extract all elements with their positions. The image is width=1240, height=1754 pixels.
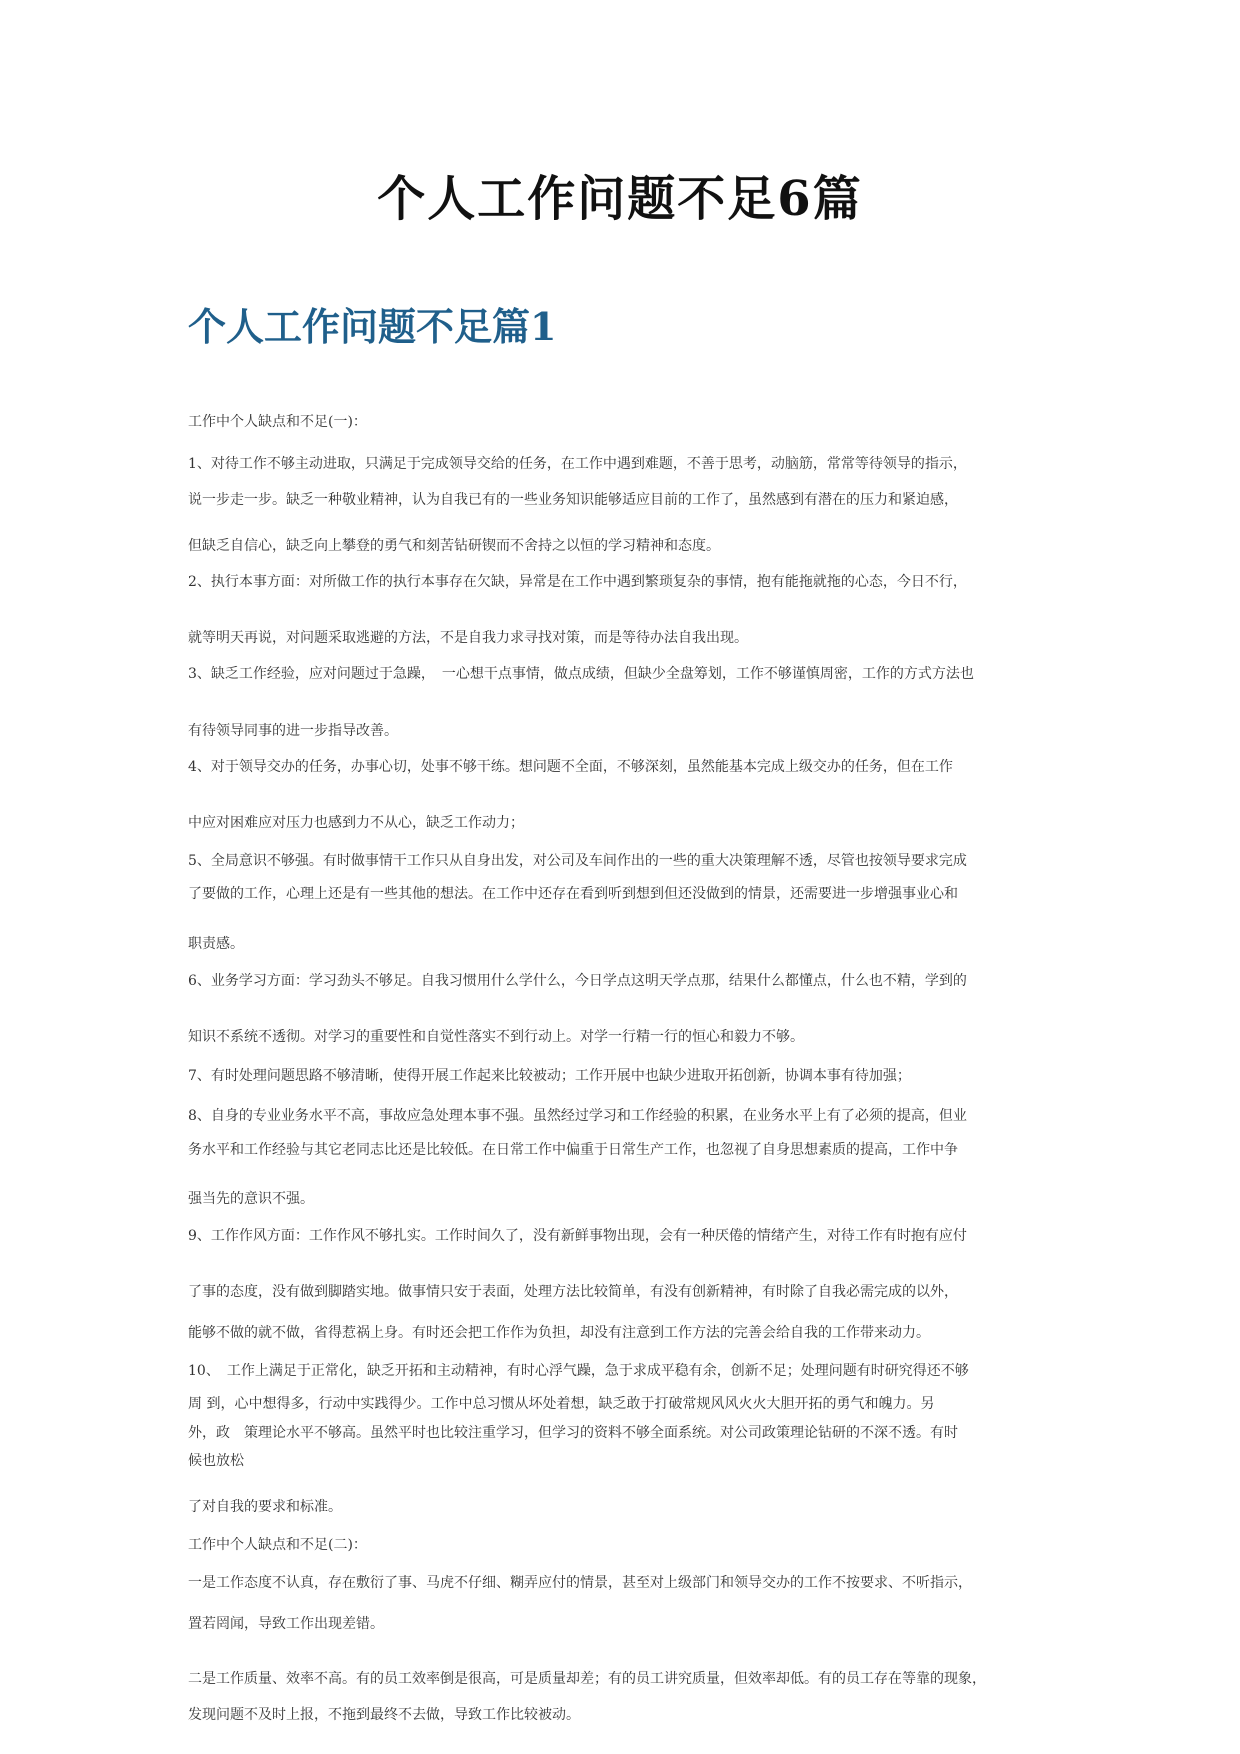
paragraph-line: 工作中个人缺点和不足(二)： [188,1537,367,1553]
paragraph-line: 3、缺乏工作经验，应对问题过于急躁， 一心想干点事情，做点成绩，但缺少全盘筹划，工作不够谨慎周密，工作的方式方法也 [188,666,974,682]
paragraph-line: 二是工作质量、效率不高。有的员工效率倒是很高，可是质量却差；有的员工讲究质量，但效率却低。有的员工存在等靠的现象， [188,1671,986,1687]
paragraph-line: 职责感。 [188,936,244,952]
paragraph-line: 发现问题不及时上报，不拖到最终不去做，导致工作比较被动。 [188,1707,580,1723]
paragraph-line: 10、 工作上满足于正常化，缺乏开拓和主动精神，有时心浮气躁，急于求成平稳有余，创新不足；处理问题有时研究得还不够 [188,1363,969,1379]
paragraph-line: 中应对困难应对压力也感到力不从心，缺乏工作动力； [188,815,524,831]
paragraph-line: 了要做的工作，心理上还是有一些其他的想法。在工作中还存在看到听到想到但还没做到的情景，还需要进一步增强事业心和 [188,886,958,902]
paragraph-line: 务水平和工作经验与其它老同志比还是比较低。在日常工作中偏重于日常生产工作，也忽视了自身思想素质的提高，工作中争 [188,1142,958,1158]
paragraph-line: 6、业务学习方面：学习劲头不够足。自我习惯用什么学什么，今日学点这明天学点那，结果什么都懂点，什么也不精，学到的 [188,973,967,989]
paragraph-line: 了事的态度，没有做到脚踏实地。做事情只安于表面，处理方法比较简单，有没有创新精神，有时除了自我必需完成的以外， [188,1284,958,1300]
paragraph-line: 就等明天再说，对问题采取逃避的方法，不是自我力求寻找对策，而是等待办法自我出现。 [188,630,748,646]
paragraph-line: 了对自我的要求和标准。 [188,1499,342,1515]
paragraph-line: 说一步走一步。缺乏一种敬业精神，认为自我已有的一些业务知识能够适应目前的工作了，虽然感到有潜在的压力和紧迫感， [188,492,958,508]
paragraph-line: 4、对于领导交办的任务，办事心切，处事不够干练。想问题不全面，不够深刻，虽然能基本完成上级交办的任务，但在工作 [188,759,953,775]
paragraph-line: 但缺乏自信心，缺乏向上攀登的勇气和刻苦钻研锲而不舍持之以恒的学习精神和态度。 [188,538,720,554]
paragraph-line: 有待领导同事的进一步指导改善。 [188,723,398,739]
section-title: 个人工作问题不足篇1 [188,304,557,349]
paragraph-line: 一是工作态度不认真，存在敷衍了事、马虎不仔细、糊弄应付的情景，甚至对上级部门和领导交办的工作不按要求、不听指示， [188,1575,972,1591]
paragraph-line: 1、对待工作不够主动进取，只满足于完成领导交给的任务，在工作中遇到难题，不善于思考，动脑筋，常常等待领导的指示， [188,456,967,472]
paragraph-line: 5、全局意识不够强。有时做事情干工作只从自身出发，对公司及车间作出的一些的重大决策理解不透，尽管也按领导要求完成 [188,853,967,869]
paragraph-line: 知识不系统不透彻。对学习的重要性和自觉性落实不到行动上。对学一行精一行的恒心和毅力不够。 [188,1029,804,1045]
paragraph-line: 置若罔闻，导致工作出现差错。 [188,1616,384,1632]
paragraph-line: 9、工作作风方面：工作作风不够扎实。工作时间久了，没有新鲜事物出现，会有一种厌倦的情绪产生，对待工作有时抱有应付 [188,1228,967,1244]
paragraph-line: 候也放松 [188,1453,244,1469]
paragraph-line: 7、有时处理问题思路不够清晰，使得开展工作起来比较被动；工作开展中也缺少进取开拓创新，协调本事有待加强； [188,1068,911,1084]
document-title: 个人工作问题不足6篇 [377,171,863,227]
paragraph-line: 周 到，心中想得多，行动中实践得少。工作中总习惯从坏处着想，缺乏敢于打破常规风风火火大胆开拓的勇气和魄力。另 [188,1396,935,1412]
paragraph-line: 强当先的意识不强。 [188,1191,314,1207]
paragraph-line: 能够不做的就不做，省得惹祸上身。有时还会把工作作为负担，却没有注意到工作方法的完善会给自我的工作带来动力。 [188,1325,930,1341]
paragraph-line: 外，政 策理论水平不够高。虽然平时也比较注重学习，但学习的资料不够全面系统。对公司政策理论钻研的不深不透。有时 [188,1425,958,1441]
paragraph-line: 2、执行本事方面：对所做工作的执行本事存在欠缺，异常是在工作中遇到繁琐复杂的事情，抱有能拖就拖的心态，今日不行， [188,574,967,590]
paragraph-line: 工作中个人缺点和不足(一)： [188,414,367,430]
paragraph-line: 8、自身的专业业务水平不高，事故应急处理本事不强。虽然经过学习和工作经验的积累，在业务水平上有了必须的提高，但业 [188,1108,967,1124]
